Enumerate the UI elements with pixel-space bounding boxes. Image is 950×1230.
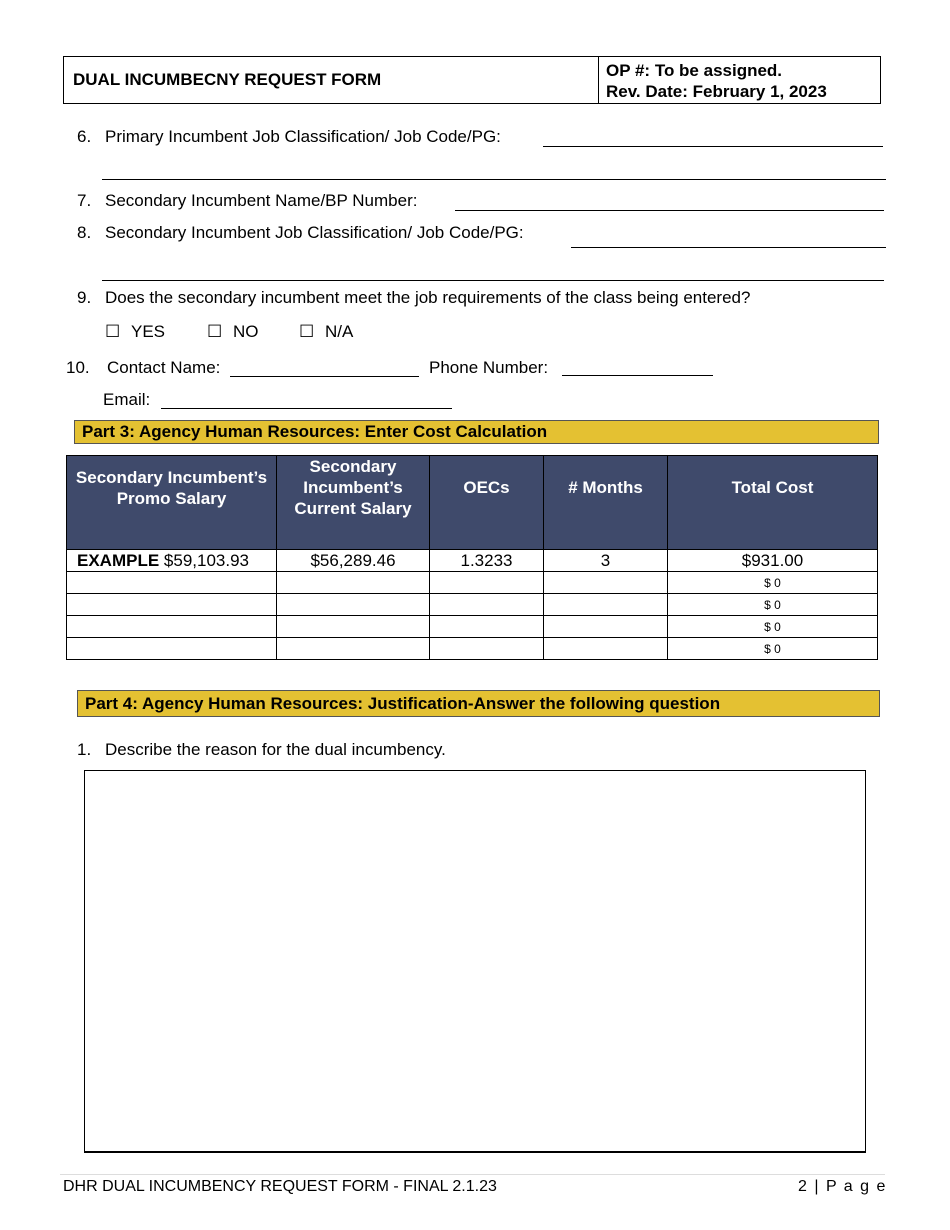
part4-heading: Part 4: Agency Human Resources: Justification-Answer the following question <box>77 690 880 717</box>
table-row[interactable] <box>67 638 878 660</box>
q6-input-line2[interactable] <box>102 179 886 180</box>
q8-input[interactable] <box>571 247 886 248</box>
example-months-cell: 3 <box>544 550 668 572</box>
table-row[interactable] <box>67 572 878 594</box>
current-salary-cell[interactable] <box>277 594 430 616</box>
months-cell[interactable] <box>544 594 668 616</box>
promo-salary-cell[interactable] <box>67 638 277 660</box>
table-row[interactable] <box>67 594 878 616</box>
oecs-cell[interactable] <box>430 616 544 638</box>
col-current-salary: Secondary Incumbent’s Current Salary <box>277 456 430 550</box>
q9-option-yes[interactable] <box>105 322 165 342</box>
q9-option-no[interactable] <box>207 322 258 342</box>
promo-salary-cell[interactable] <box>67 572 277 594</box>
col-total-cost: Total Cost <box>668 456 878 550</box>
months-cell[interactable] <box>544 572 668 594</box>
checkbox-icon[interactable]: ☐ <box>207 322 223 341</box>
q6-label: Primary Incumbent Job Classification/ Job Code/PG: <box>105 127 501 146</box>
total-cost-cell: $ 0 <box>668 594 878 616</box>
form-meta <box>599 57 880 103</box>
q7-number: 7. <box>77 191 92 210</box>
example-current-cell: $56,289.46 <box>277 550 430 572</box>
example-promo-cell <box>67 550 277 572</box>
q8-input-line2[interactable] <box>102 280 884 281</box>
q9-option-no-label: NO <box>232 322 259 341</box>
current-salary-cell[interactable] <box>277 572 430 594</box>
email-label: Email: <box>103 390 151 409</box>
current-salary-cell[interactable] <box>277 638 430 660</box>
q9-number: 9. <box>77 288 92 307</box>
q8-number: 8. <box>77 223 92 242</box>
cost-calculation-table <box>66 455 878 660</box>
q6-number: 6. <box>77 127 92 146</box>
contact-name-label: Contact Name: <box>107 358 221 377</box>
part4-q1-number: 1. <box>77 740 92 759</box>
justification-textarea[interactable] <box>84 770 866 1153</box>
q9-option-na[interactable] <box>299 322 353 342</box>
footer-form-name: DHR DUAL INCUMBENCY REQUEST FORM - FINAL 2.1.23 <box>63 1178 497 1195</box>
months-cell[interactable] <box>544 638 668 660</box>
rev-date: Rev. Date: February 1, 2023 <box>606 82 827 101</box>
promo-salary-cell[interactable] <box>67 616 277 638</box>
oecs-cell[interactable] <box>430 638 544 660</box>
col-promo-salary: Secondary Incumbent’s Promo Salary <box>67 456 277 550</box>
example-label: EXAMPLE <box>77 550 160 570</box>
oecs-cell[interactable] <box>430 594 544 616</box>
checkbox-icon[interactable]: ☐ <box>105 322 121 341</box>
part3-heading: Part 3: Agency Human Resources: Enter Cost Calculation <box>74 420 879 444</box>
oecs-cell[interactable] <box>430 572 544 594</box>
contact-name-input[interactable] <box>230 376 419 377</box>
q7-label: Secondary Incumbent Name/BP Number: <box>105 191 418 210</box>
promo-salary-cell[interactable] <box>67 594 277 616</box>
q9-label: Does the secondary incumbent meet the job requirements of the class being entered? <box>105 288 751 307</box>
q10-number: 10. <box>66 358 90 377</box>
email-input[interactable] <box>161 408 452 409</box>
phone-number-label: Phone Number: <box>429 358 549 377</box>
total-cost-cell: $ 0 <box>668 638 878 660</box>
footer-divider <box>60 1174 885 1175</box>
total-cost-cell: $ 0 <box>668 572 878 594</box>
table-header-row <box>67 456 878 550</box>
checkbox-icon[interactable]: ☐ <box>299 322 315 341</box>
q6-input[interactable] <box>543 146 883 147</box>
months-cell[interactable] <box>544 616 668 638</box>
current-salary-cell[interactable] <box>277 616 430 638</box>
col-months: # Months <box>544 456 668 550</box>
form-header <box>63 56 881 104</box>
q7-input[interactable] <box>455 210 884 211</box>
table-row[interactable] <box>67 616 878 638</box>
example-total-cell: $931.00 <box>668 550 878 572</box>
part4-q1-label: Describe the reason for the dual incumbency. <box>105 740 446 759</box>
example-row <box>67 550 878 572</box>
page-number: 2 | P a g e <box>798 1178 887 1195</box>
op-number: OP #: To be assigned. <box>606 61 783 80</box>
q9-option-yes-label: YES <box>130 322 166 341</box>
total-cost-cell: $ 0 <box>668 616 878 638</box>
phone-number-input[interactable] <box>562 375 713 376</box>
form-title: DUAL INCUMBECNY REQUEST FORM <box>64 57 599 103</box>
col-oecs: OECs <box>430 456 544 550</box>
q9-option-na-label: N/A <box>324 322 354 341</box>
example-oecs-cell: 1.3233 <box>430 550 544 572</box>
example-promo-value: $59,103.93 <box>163 550 250 570</box>
q8-label: Secondary Incumbent Job Classification/ Job Code/PG: <box>105 223 524 242</box>
